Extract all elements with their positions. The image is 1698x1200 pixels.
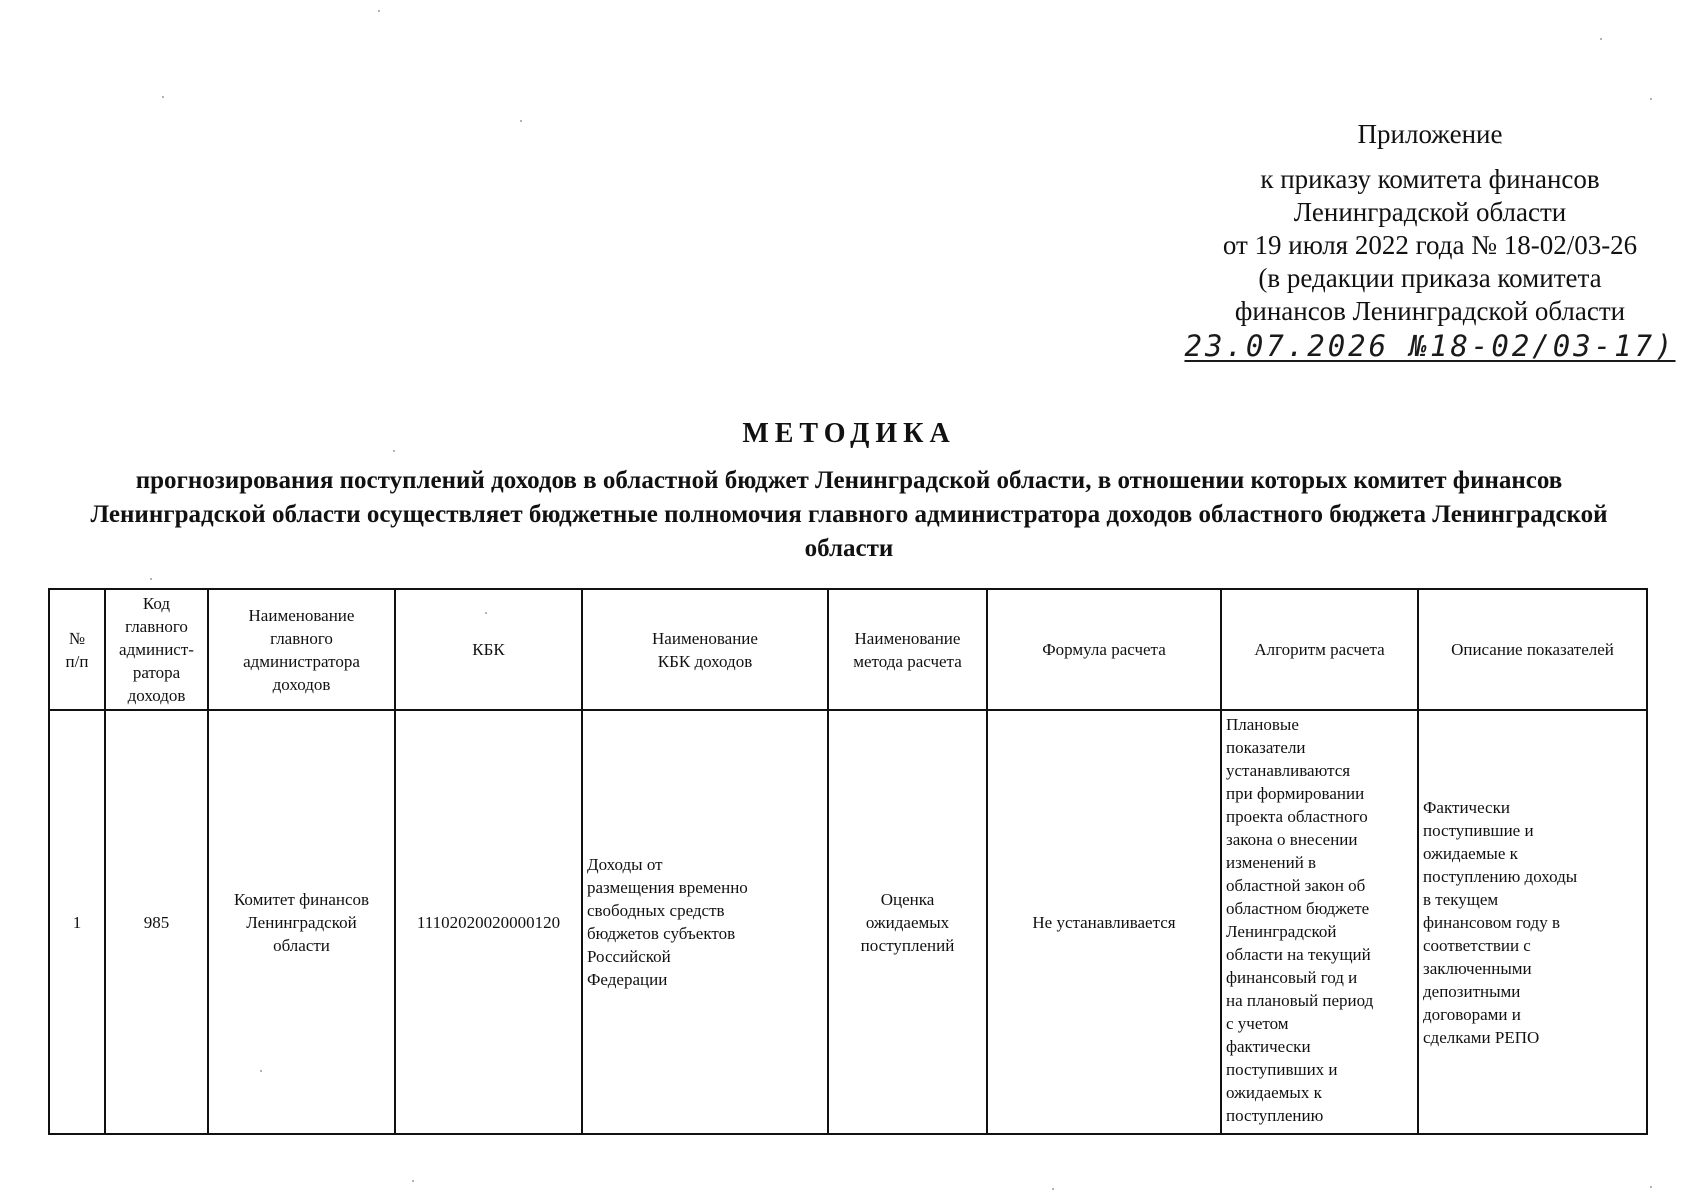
header-algorithm: Алгоритм расчета: [1221, 589, 1418, 710]
document-title: МЕТОДИКА: [742, 418, 956, 449]
appendix-order-line: к приказу комитета финансов: [1260, 164, 1600, 194]
cell-description: Фактически поступившие и ожидаемые к поступлению доходы в текущем финансовом году в соответствии с заключенными депозитными договорами и сделками РЕПО: [1418, 710, 1647, 1134]
methodology-table: [48, 588, 1648, 1135]
scan-speck: [393, 450, 395, 452]
handwritten-revision-date: 23.07.2026 №18-02/03-17): [1184, 329, 1676, 363]
cell-formula: Не устанавливается: [987, 710, 1221, 1134]
header-admin-code: Код главного админист- ратора доходов: [105, 589, 208, 710]
scan-speck: [520, 120, 522, 122]
appendix-committee-line: финансов Ленинградской области: [1234, 296, 1626, 326]
cell-admin-name: Комитет финансов Ленинградской области: [208, 710, 395, 1134]
cell-method: Оценка ожидаемых поступлений: [828, 710, 987, 1134]
scan-speck: [150, 578, 152, 580]
appendix-date-line: от 19 июля 2022 года № 18-02/03-26: [1222, 230, 1638, 260]
appendix-header: [1180, 118, 1680, 363]
cell-row-number: 1: [49, 710, 105, 1134]
cell-kbk: 11102020020000120: [395, 710, 582, 1134]
scan-speck: [412, 1180, 414, 1182]
scan-speck: [162, 96, 164, 98]
cell-kbk-name: Доходы от размещения временно свободных средств бюджетов субъектов Российской Федерации: [582, 710, 828, 1134]
appendix-region-line: Ленинградской области: [1293, 197, 1567, 227]
scan-speck: [1650, 1186, 1652, 1188]
document-subtitle: прогнозирования поступлений доходов в областной бюджет Ленинградской области, в отношении которых комитет финансов Ленинградской области осуществляет бюджетные полномочия главного администратора доходов областного бюджета Ленинградской области: [90, 467, 1608, 562]
appendix-revision-line: (в редакции приказа комитета: [1258, 263, 1602, 293]
scan-speck: [1052, 1188, 1054, 1190]
cell-admin-code: 985: [105, 710, 208, 1134]
scan-speck: [378, 10, 380, 12]
header-description: Описание показателей: [1418, 589, 1647, 710]
header-method: Наименование метода расчета: [828, 589, 987, 710]
table-row: [49, 710, 1647, 1134]
appendix-label: Приложение: [1357, 119, 1503, 149]
header-formula: Формула расчета: [987, 589, 1221, 710]
table-header-row: [49, 589, 1647, 710]
header-row-number: № п/п: [49, 589, 105, 710]
header-kbk-name: Наименование КБК доходов: [582, 589, 828, 710]
scan-speck: [1600, 38, 1602, 40]
header-kbk: КБК: [395, 589, 582, 710]
cell-algorithm: Плановые показатели устанавливаются при формировании проекта областного закона о внесении изменений в областной закон об областном бюджете Ленинградской области на текущий финансовый год и на плановый период с учетом фактически поступивших и ожидаемых к поступлению: [1221, 710, 1418, 1134]
header-admin-name: Наименование главного администратора доходов: [208, 589, 395, 710]
scan-speck: [1650, 98, 1652, 100]
